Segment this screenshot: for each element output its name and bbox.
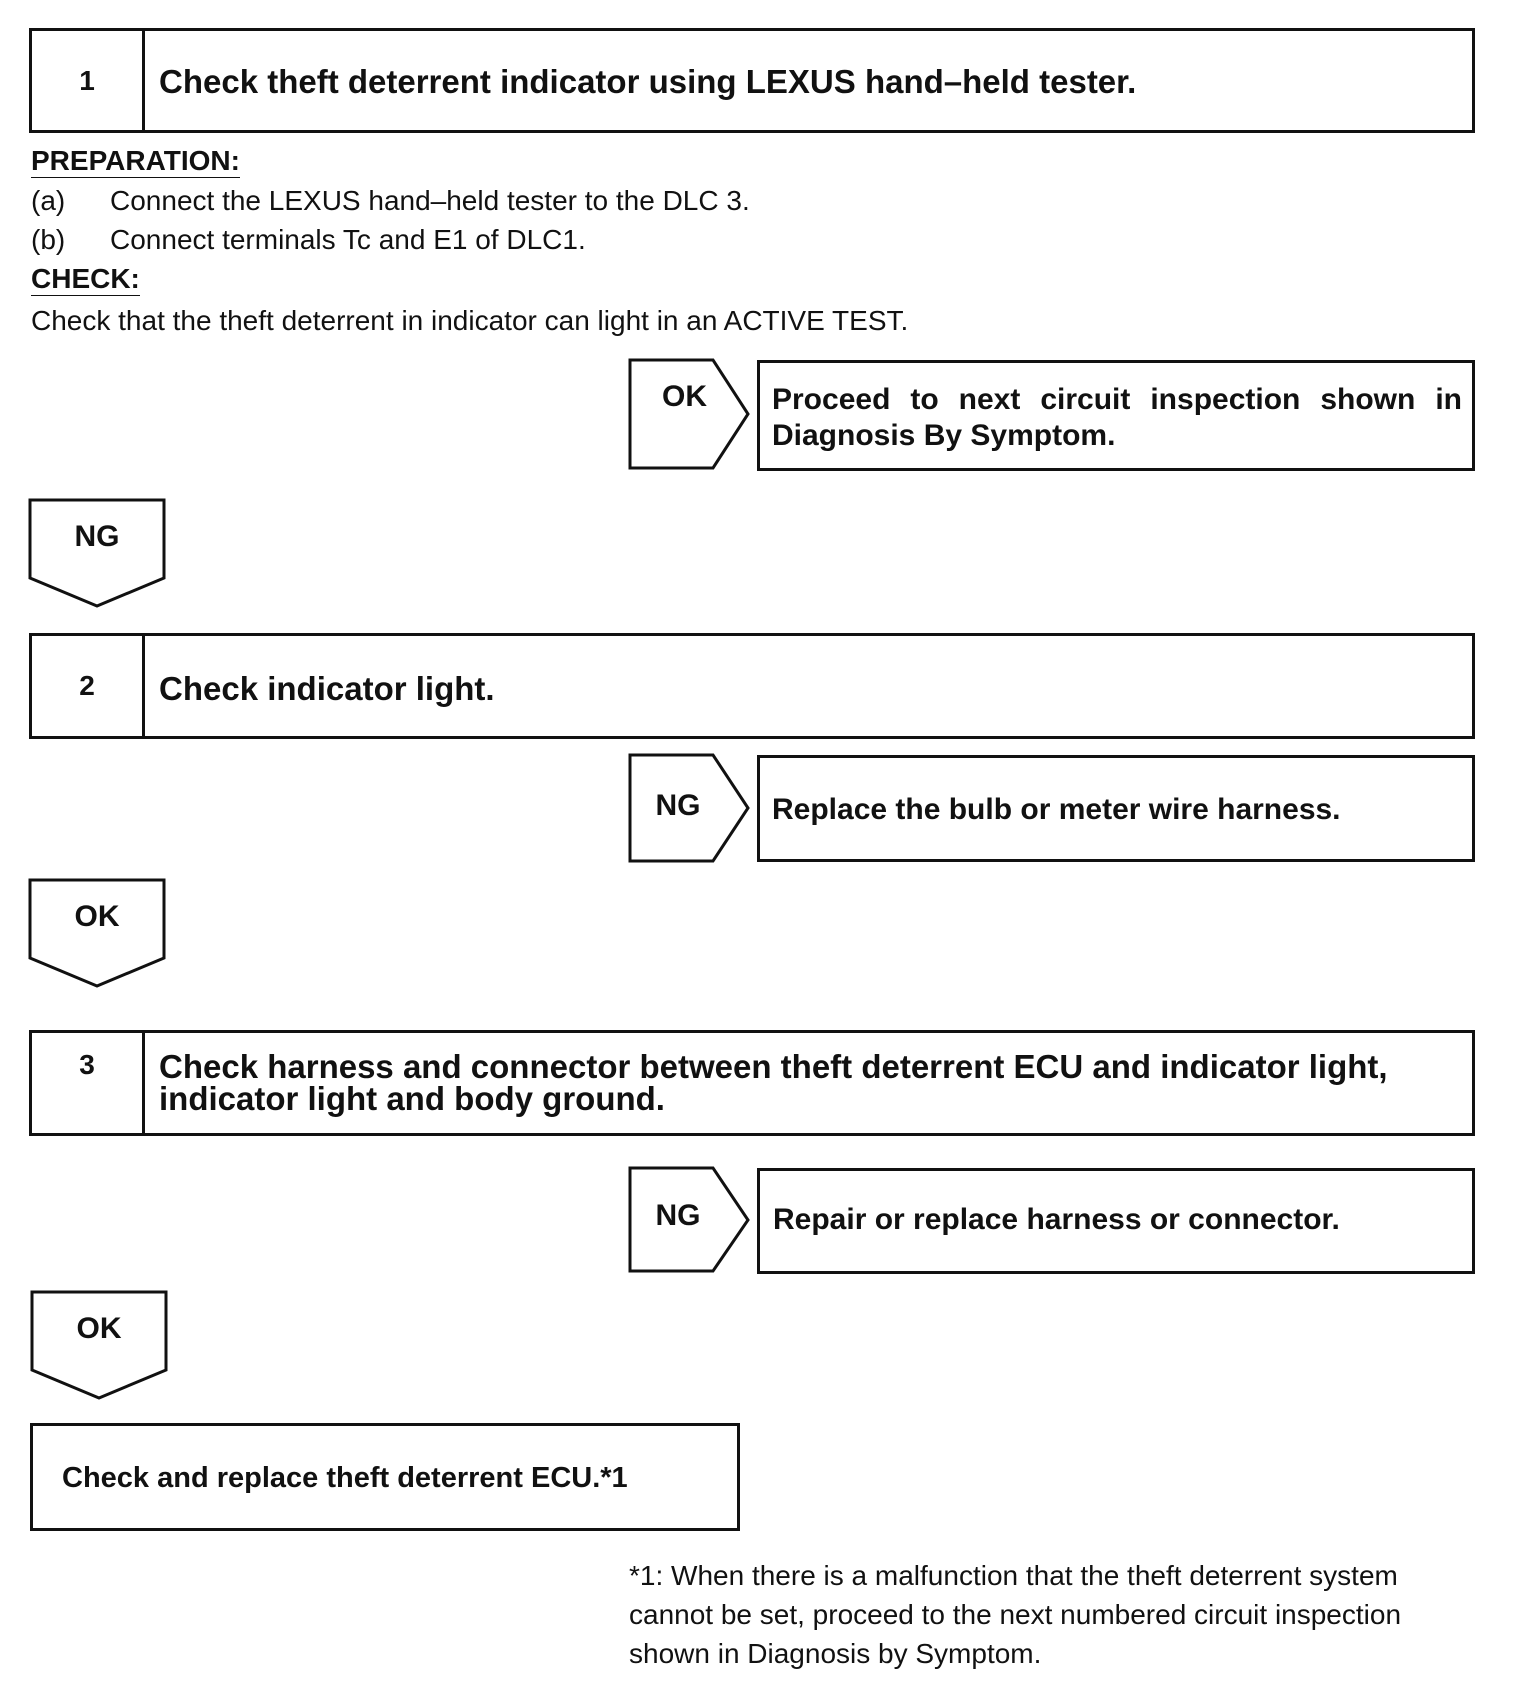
step-3-number: 3: [32, 1033, 145, 1133]
step-2-number: 2: [32, 636, 145, 736]
step-3-title-line1: Check harness and connector between theft deterrent ECU and indicator light,: [159, 1048, 1388, 1085]
preparation-item-a-marker: (a): [31, 185, 66, 216]
step-2-box: [29, 633, 1475, 739]
step-3-box: [29, 1030, 1475, 1136]
ok-flow-tag-1: [28, 878, 168, 990]
ng-branch-3-label: NG: [655, 1199, 701, 1232]
down-arrow-shape: [30, 1290, 170, 1402]
step-3-title-line2: indicator light and body ground.: [159, 1080, 665, 1117]
preparation-item-b: [31, 224, 586, 256]
preparation-label: PREPARATION:: [31, 145, 240, 176]
footnote-line-2: cannot be set, proceed to the next numbered circuit inspection: [629, 1599, 1402, 1630]
ng-flow-label: NG: [74, 520, 120, 553]
ok-flow-tag-2: [30, 1290, 170, 1402]
ng-branch-2-result-box: [757, 755, 1475, 862]
ng-branch-2-label: NG: [655, 789, 701, 822]
check-label: CHECK:: [31, 263, 140, 294]
right-arrow-shape: [628, 358, 753, 471]
final-action-box: [30, 1423, 740, 1531]
ok-branch-result-line2: Diagnosis By Symptom.: [772, 419, 1116, 452]
preparation-item-b-marker: (b): [31, 224, 66, 255]
preparation-item-a-text: Connect the LEXUS hand–held tester to the DLC 3.: [110, 185, 750, 216]
check-text: Check that the theft deterrent in indicator can light in an ACTIVE TEST.: [31, 305, 909, 336]
step-1-box: [29, 28, 1475, 133]
down-arrow-shape: [28, 878, 168, 990]
step-1-number: 1: [32, 31, 145, 130]
ok-branch-label: OK: [662, 380, 707, 413]
step-1-title: Check theft deterrent indicator using LEXUS hand–held tester.: [159, 63, 1137, 100]
ok-flow-label-1: OK: [74, 900, 120, 933]
ng-branch-3-result: Repair or replace harness or connector.: [773, 1203, 1340, 1236]
ok-branch-tag: [628, 358, 753, 471]
preparation-item-b-text: Connect terminals Tc and E1 of DLC1.: [110, 224, 586, 255]
preparation-item-a: [31, 185, 750, 217]
footnote-line-1: *1: When there is a malfunction that the theft deterrent system: [629, 1560, 1398, 1591]
ng-branch-3-tag: [628, 1166, 753, 1274]
ok-flow-label-2: OK: [76, 1312, 122, 1345]
ng-branch-3-result-box: [757, 1168, 1475, 1274]
ok-branch-result-box: [757, 360, 1475, 471]
ok-branch-result-line1: Proceed to next circuit inspection shown in: [772, 383, 1462, 416]
final-action-text: Check and replace theft deterrent ECU.*1: [62, 1462, 628, 1494]
step-2-title: Check indicator light.: [159, 670, 495, 707]
footnote-line-3: shown in Diagnosis by Symptom.: [629, 1638, 1042, 1669]
ng-flow-tag: [28, 498, 168, 610]
ng-branch-2-tag: [628, 753, 753, 864]
down-arrow-shape: [28, 498, 168, 610]
footnote: [629, 1556, 1479, 1673]
ng-branch-2-result: Replace the bulb or meter wire harness.: [772, 793, 1341, 826]
